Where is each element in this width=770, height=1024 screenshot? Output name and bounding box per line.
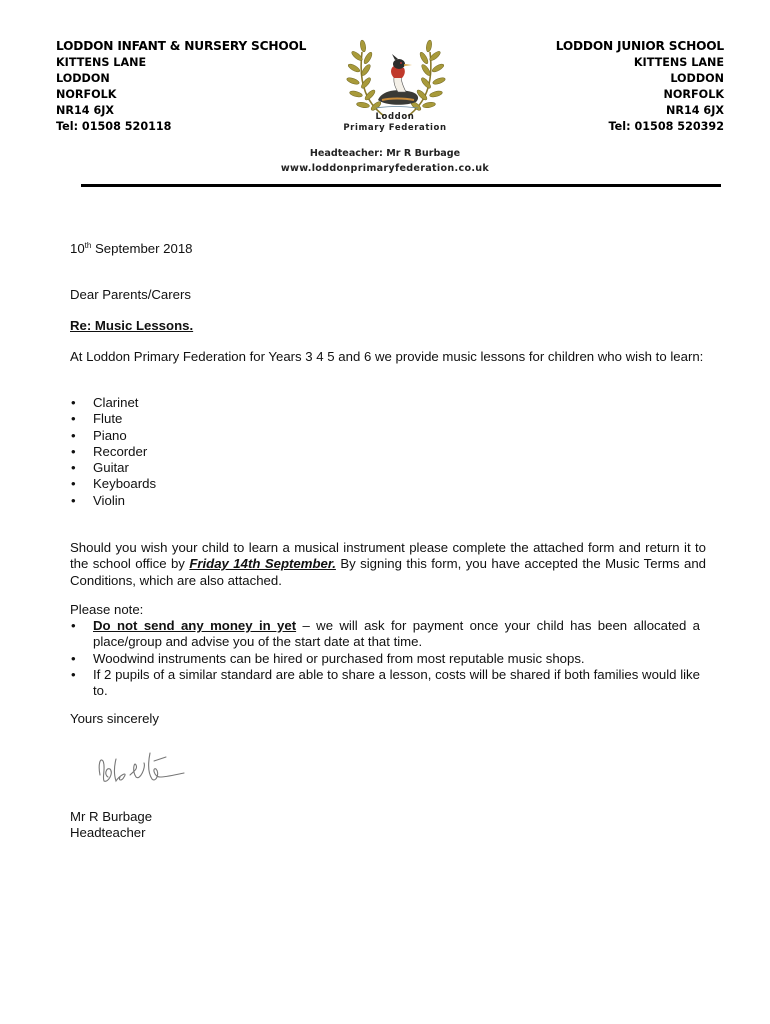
intro-paragraph: At Loddon Primary Federation for Years 3 4 5 and 6 we provide music lessons for children who wish to learn: xyxy=(70,349,704,364)
instrument-list xyxy=(70,395,156,509)
address-line: KITTENS LANE xyxy=(56,56,147,69)
phone-line: Tel: 01508 520118 xyxy=(56,120,172,133)
headteacher-line: Headteacher: Mr R Burbage xyxy=(309,148,461,159)
logo-line-1: Loddon xyxy=(375,112,415,122)
date-rest: September 2018 xyxy=(91,241,193,256)
address-line: KITTENS LANE xyxy=(633,56,724,69)
list-item: • Flute xyxy=(70,411,156,427)
address-line: LODDON xyxy=(56,72,110,85)
instructions-text: Should you wish your child to learn a musical instrument please complete the attached form and return it to the school office by xyxy=(70,540,706,572)
address-line: LODDON xyxy=(670,72,724,85)
list-item: • Woodwind instruments can be hired or purchased from most reputable music shops. xyxy=(70,651,700,667)
logo-line-2: Primary Federation xyxy=(343,123,447,133)
instructions-paragraph xyxy=(70,540,706,589)
please-note-heading: Please note: xyxy=(70,602,144,617)
header-divider xyxy=(81,184,721,187)
address-line: NR14 6JX xyxy=(56,104,115,117)
address-line: NORFOLK xyxy=(56,88,117,101)
header-right-address xyxy=(556,37,724,135)
phone-line: Tel: 01508 520392 xyxy=(608,120,724,133)
address-line: NR14 6JX xyxy=(665,104,724,117)
list-item: • Violin xyxy=(70,493,156,509)
instructions-text-end: By signing this form, you have accepted the Music Terms and Conditions, which are also attached. xyxy=(70,556,706,588)
address-line: NORFOLK xyxy=(663,88,724,101)
logo-caption xyxy=(330,112,460,134)
deadline-date: Friday 14th September. xyxy=(189,556,336,572)
list-item xyxy=(70,618,700,651)
note-text: – we will ask for payment once your child has been allocated a place/group and advise you of the start date at that time. xyxy=(93,618,700,650)
list-item: • Clarinet xyxy=(70,395,156,411)
signer-title: Headteacher xyxy=(70,825,146,840)
notes-list xyxy=(70,618,700,699)
junior-school-name: LODDON JUNIOR SCHOOL xyxy=(555,39,724,53)
subject-line: Re: Music Lessons. xyxy=(70,318,194,333)
list-item: • Guitar xyxy=(70,460,156,476)
website-link[interactable]: www.loddonprimaryfederation.co.uk xyxy=(280,163,490,174)
date-suffix: th xyxy=(84,241,92,250)
date-day: 10 xyxy=(70,241,85,256)
list-item: • Keyboards xyxy=(70,476,156,492)
letter-date xyxy=(70,241,706,257)
infant-school-name: LODDON INFANT & NURSERY SCHOOL xyxy=(56,39,307,53)
header-left-address xyxy=(56,37,306,135)
list-item: • Recorder xyxy=(70,444,156,460)
no-money-warning: Do not send any money in yet xyxy=(93,618,297,633)
signature-image xyxy=(94,745,194,790)
greeting: Dear Parents/Carers xyxy=(70,287,191,302)
list-item: • If 2 pupils of a similar standard are able to share a lesson, costs will be shared if both families would like to. xyxy=(70,667,700,700)
list-item: • Piano xyxy=(70,428,156,444)
signer-name: Mr R Burbage xyxy=(70,809,153,824)
closing: Yours sincerely xyxy=(70,711,159,726)
